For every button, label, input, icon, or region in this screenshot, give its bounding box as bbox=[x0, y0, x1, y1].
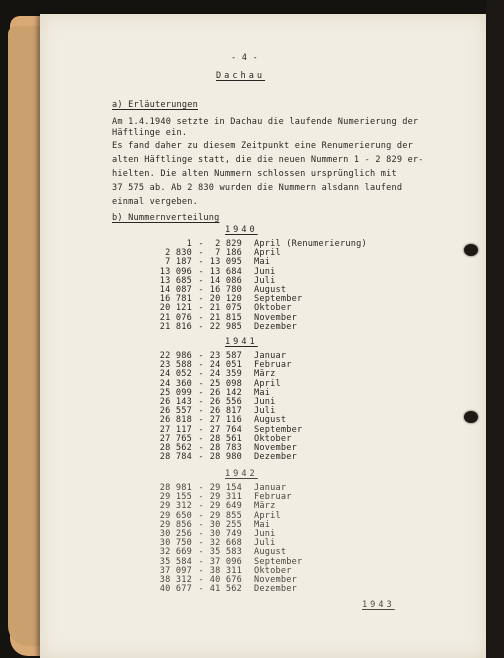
range-from: 20 121 bbox=[159, 303, 192, 314]
range-month: November bbox=[254, 575, 297, 585]
range-to: 21 075 bbox=[209, 303, 242, 314]
range-month: November bbox=[254, 443, 297, 453]
range-dash: - bbox=[198, 433, 204, 444]
range-from: 24 360 bbox=[159, 378, 192, 389]
range-to: 40 676 bbox=[209, 575, 242, 585]
range-from: 24 052 bbox=[159, 369, 192, 380]
range-from: 16 781 bbox=[159, 294, 192, 305]
punch-hole-top bbox=[464, 244, 478, 256]
range-dash: - bbox=[198, 285, 204, 295]
range-month: Oktober bbox=[254, 433, 292, 444]
range-dash: - bbox=[198, 275, 204, 286]
range-to: 20 120 bbox=[209, 294, 242, 305]
range-month: März bbox=[254, 369, 276, 380]
range-to: 25 098 bbox=[209, 378, 242, 389]
range-from: 1 bbox=[186, 239, 192, 249]
range-from: 21 816 bbox=[159, 321, 192, 332]
range-to: 14 086 bbox=[209, 275, 242, 286]
range-to: 16 780 bbox=[209, 285, 242, 295]
range-from: 30 256 bbox=[159, 529, 192, 539]
range-dash: - bbox=[198, 266, 204, 277]
range-from: 26 143 bbox=[159, 397, 192, 407]
paragraph-line: hielten. Die alten Nummern schlossen ursprünglich mit bbox=[112, 169, 397, 179]
range-month: Dezember bbox=[254, 321, 297, 332]
range-month: November bbox=[254, 312, 297, 323]
range-to: 30 749 bbox=[209, 529, 242, 539]
range-to: 29 311 bbox=[209, 492, 242, 503]
page-number: - 4 - bbox=[231, 53, 258, 63]
range-to: 29 154 bbox=[209, 483, 242, 493]
range-dash: - bbox=[198, 321, 204, 332]
range-month: Juni bbox=[254, 529, 276, 539]
range-to: 22 985 bbox=[209, 321, 242, 332]
range-to: 29 855 bbox=[209, 510, 242, 521]
range-dash: - bbox=[198, 239, 204, 249]
range-from: 32 669 bbox=[159, 547, 192, 558]
year-heading: 1941 bbox=[225, 337, 258, 347]
range-month: Mai bbox=[254, 257, 271, 268]
range-month: April bbox=[254, 378, 281, 389]
range-dash: - bbox=[198, 369, 204, 380]
paragraph-line: Häftlinge ein. bbox=[112, 128, 188, 138]
range-dash: - bbox=[198, 360, 204, 371]
range-dash: - bbox=[198, 257, 204, 268]
range-dash: - bbox=[198, 397, 204, 407]
range-dash: - bbox=[198, 294, 204, 305]
range-dash: - bbox=[198, 248, 204, 259]
range-dash: - bbox=[198, 312, 204, 323]
range-to: 29 649 bbox=[209, 501, 242, 512]
range-to: 26 142 bbox=[209, 387, 242, 398]
range-dash: - bbox=[198, 378, 204, 389]
range-month: September bbox=[254, 424, 303, 435]
range-month: August bbox=[254, 285, 287, 295]
range-to: 13 095 bbox=[209, 257, 242, 268]
next-year-label: 1943 bbox=[362, 600, 395, 610]
background-edge bbox=[486, 0, 504, 658]
year-heading: 1942 bbox=[225, 469, 258, 479]
range-dash: - bbox=[198, 492, 204, 503]
range-from: 7 187 bbox=[165, 257, 192, 268]
range-to: 2 829 bbox=[215, 239, 242, 249]
range-to: 24 359 bbox=[209, 369, 242, 380]
range-dash: - bbox=[198, 415, 204, 426]
year-heading: 1940 bbox=[225, 225, 258, 235]
range-month: Juli bbox=[254, 406, 276, 417]
range-to: 41 562 bbox=[209, 584, 242, 595]
range-to: 24 051 bbox=[209, 360, 242, 371]
range-to: 32 668 bbox=[209, 538, 242, 549]
range-to: 30 255 bbox=[209, 519, 242, 530]
range-from: 30 750 bbox=[159, 538, 192, 549]
range-month: April (Renumerierung) bbox=[254, 239, 367, 249]
range-month: Mai bbox=[254, 519, 271, 530]
range-from: 29 312 bbox=[159, 501, 192, 512]
range-to: 13 684 bbox=[209, 266, 242, 277]
range-month: Oktober bbox=[254, 565, 292, 576]
page-title: Dachau bbox=[216, 71, 266, 81]
paragraph-line: einmal vergeben. bbox=[112, 197, 198, 207]
range-from: 28 562 bbox=[159, 443, 192, 453]
range-month: April bbox=[254, 510, 281, 521]
range-from: 13 096 bbox=[159, 266, 192, 277]
range-month: Juli bbox=[254, 538, 276, 549]
range-month: September bbox=[254, 294, 303, 305]
punch-hole-bottom bbox=[464, 411, 478, 423]
range-month: Dezember bbox=[254, 452, 297, 463]
range-month: August bbox=[254, 547, 287, 558]
paragraph-line: alten Häftlinge statt, die die neuen Nummern 1 - 2 829 er- bbox=[112, 155, 424, 165]
range-dash: - bbox=[198, 519, 204, 530]
range-month: Juni bbox=[254, 397, 276, 407]
range-dash: - bbox=[198, 529, 204, 539]
range-dash: - bbox=[198, 387, 204, 398]
range-from: 28 981 bbox=[159, 483, 192, 493]
range-to: 26 556 bbox=[209, 397, 242, 407]
section-a-heading: a) Erläuterungen bbox=[112, 100, 198, 110]
range-to: 28 980 bbox=[209, 452, 242, 463]
paragraph-line: Am 1.4.1940 setzte in Dachau die laufende Numerierung der bbox=[112, 117, 419, 127]
range-from: 26 557 bbox=[159, 406, 192, 417]
range-from: 29 650 bbox=[159, 510, 192, 521]
range-dash: - bbox=[198, 452, 204, 463]
range-dash: - bbox=[198, 501, 204, 512]
range-month: Januar bbox=[254, 483, 287, 493]
range-month: April bbox=[254, 248, 281, 259]
range-to: 28 783 bbox=[209, 443, 242, 453]
range-month: September bbox=[254, 556, 303, 567]
range-month: März bbox=[254, 501, 276, 512]
range-dash: - bbox=[198, 565, 204, 576]
range-month: August bbox=[254, 415, 287, 426]
range-month: Februar bbox=[254, 492, 292, 503]
range-to: 27 764 bbox=[209, 424, 242, 435]
document-page bbox=[40, 14, 486, 658]
range-dash: - bbox=[198, 443, 204, 453]
range-month: Mai bbox=[254, 387, 271, 398]
range-dash: - bbox=[198, 575, 204, 585]
range-from: 40 677 bbox=[159, 584, 192, 595]
range-from: 21 076 bbox=[159, 312, 192, 323]
range-from: 29 856 bbox=[159, 519, 192, 530]
range-dash: - bbox=[198, 547, 204, 558]
range-from: 22 986 bbox=[159, 351, 192, 361]
range-month: Juni bbox=[254, 266, 276, 277]
range-to: 26 817 bbox=[209, 406, 242, 417]
range-from: 23 588 bbox=[159, 360, 192, 371]
range-to: 35 583 bbox=[209, 547, 242, 558]
range-dash: - bbox=[198, 303, 204, 314]
range-from: 37 097 bbox=[159, 565, 192, 576]
range-to: 21 815 bbox=[209, 312, 242, 323]
range-month: Juli bbox=[254, 275, 276, 286]
range-to: 27 116 bbox=[209, 415, 242, 426]
range-dash: - bbox=[198, 351, 204, 361]
range-from: 14 087 bbox=[159, 285, 192, 295]
range-from: 13 685 bbox=[159, 275, 192, 286]
range-dash: - bbox=[198, 406, 204, 417]
range-from: 28 784 bbox=[159, 452, 192, 463]
range-to: 28 561 bbox=[209, 433, 242, 444]
range-from: 26 818 bbox=[159, 415, 192, 426]
range-month: Oktober bbox=[254, 303, 292, 314]
range-dash: - bbox=[198, 424, 204, 435]
range-to: 38 311 bbox=[209, 565, 242, 576]
range-to: 37 096 bbox=[209, 556, 242, 567]
paragraph-line: 37 575 ab. Ab 2 830 wurden die Nummern alsdann laufend bbox=[112, 183, 403, 193]
range-from: 25 099 bbox=[159, 387, 192, 398]
range-dash: - bbox=[198, 510, 204, 521]
paragraph-line: Es fand daher zu diesem Zeitpunkt eine Renumerierung der bbox=[112, 141, 413, 151]
range-month: Februar bbox=[254, 360, 292, 371]
range-dash: - bbox=[198, 483, 204, 493]
range-month: Januar bbox=[254, 351, 287, 361]
range-to: 23 587 bbox=[209, 351, 242, 361]
range-from: 27 117 bbox=[159, 424, 192, 435]
section-b-heading: b) Nummernverteilung bbox=[112, 213, 220, 223]
range-to: 7 186 bbox=[215, 248, 242, 259]
range-dash: - bbox=[198, 584, 204, 595]
range-from: 27 765 bbox=[159, 433, 192, 444]
range-dash: - bbox=[198, 538, 204, 549]
range-from: 38 312 bbox=[159, 575, 192, 585]
range-month: Dezember bbox=[254, 584, 297, 595]
range-dash: - bbox=[198, 556, 204, 567]
range-from: 2 830 bbox=[165, 248, 192, 259]
range-from: 35 584 bbox=[159, 556, 192, 567]
range-from: 29 155 bbox=[159, 492, 192, 503]
